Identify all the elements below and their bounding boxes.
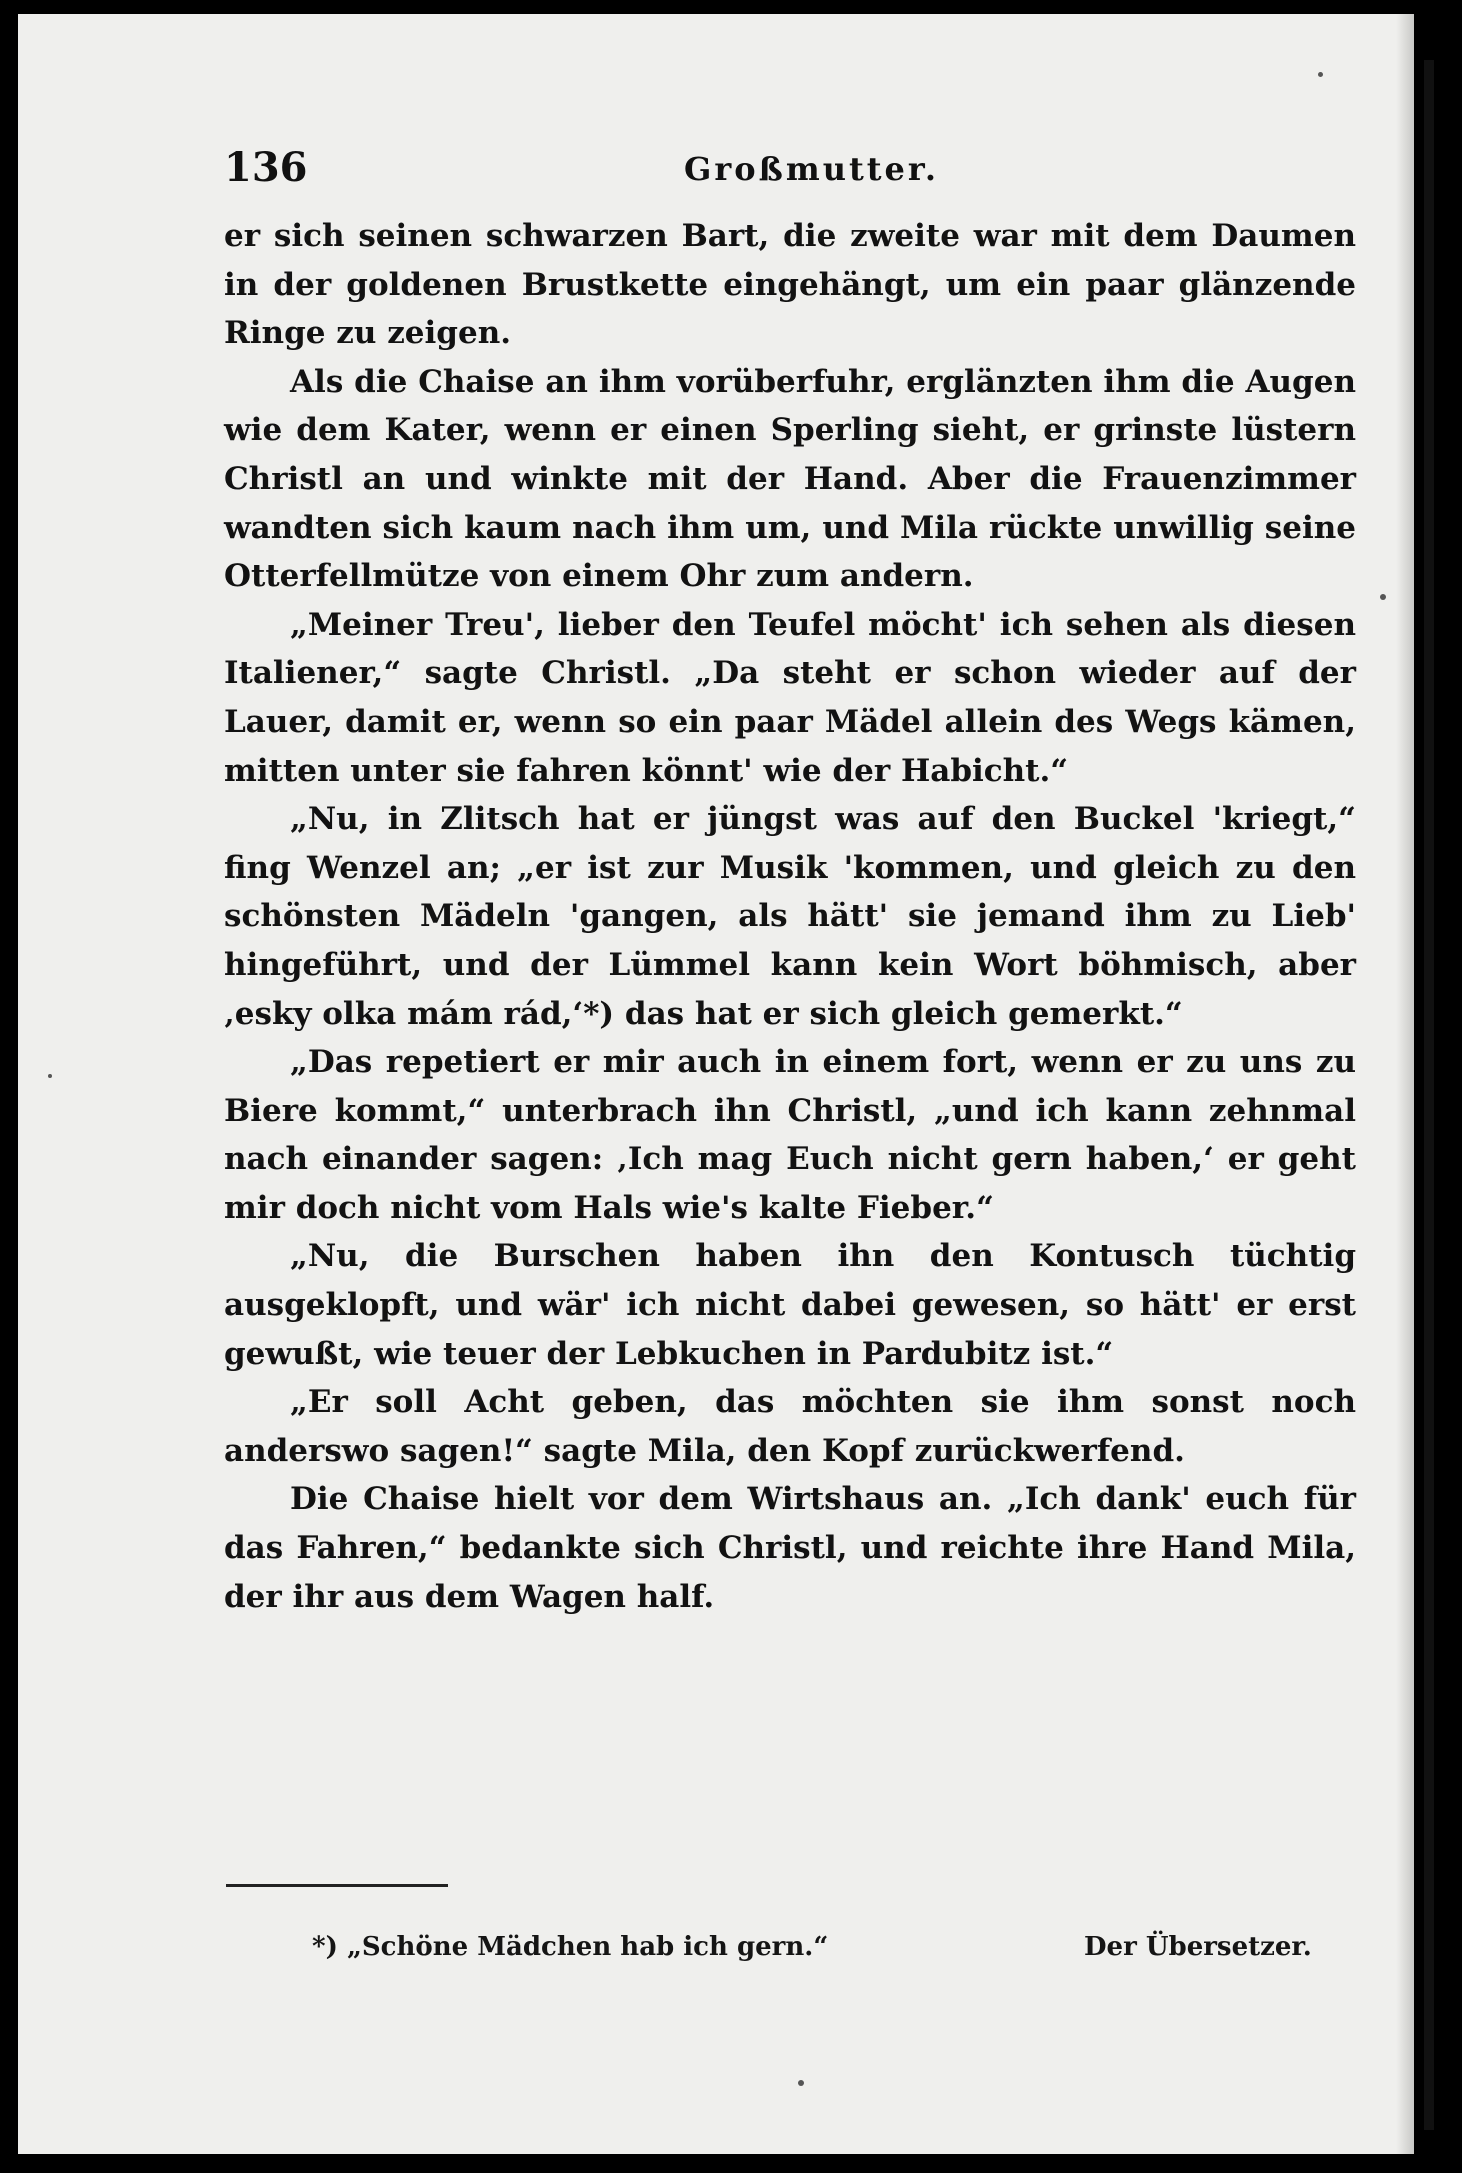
paragraph: „Er soll Acht geben, das möchten sie ihm sonst noch anderswo sagen!“ sagte Mila, den Kopf zurückwerfend. [224, 1384, 1356, 1469]
paragraph: „Nu, in Zlitsch hat er jüngst was auf den Buckel 'kriegt,“ fing Wenzel an; „er ist zur Musik 'kommen, und gleich zu den schönsten Mädeln 'gangen, als hätt' sie jemand ihm zu Lieb' hingeführt, und der Lümmel kann kein Wort böhmisch, aber ‚esky olka mám rád,‘*) das hat er sich gleich gemerkt.“ [224, 801, 1356, 1032]
footnote-attribution: Der Übersetzer. [1084, 1932, 1312, 1962]
paragraph: „Das repetiert er mir auch in einem fort, wenn er zu uns zu Biere kommt,“ unterbrach ihn Christl, „und ich kann zehnmal nach einander sagen: ‚Ich mag Euch nicht gern haben,‘ er geht mir doch nicht vom Hals wie's kalte Fieber.“ [224, 1044, 1356, 1226]
page-header [224, 144, 1364, 194]
page-edge-shadow [1424, 60, 1434, 2130]
paragraph: Die Chaise hielt vor dem Wirtshaus an. „Ich dank' euch für das Fahren,“ bedankte sich Christl, und reichte ihre Hand Mila, der ihr aus dem Wagen half. [224, 1481, 1356, 1615]
paragraph: „Meiner Treu', lieber den Teufel möcht' ich sehen als diesen Italiener,“ sagte Christl. „Da steht er schon wieder auf der Lauer, damit er, wenn so ein paar Mädel allein des Wegs kämen, mitten unter sie fahren könnt' wie der Habicht.“ [224, 606, 1356, 789]
body-text [224, 212, 1356, 1621]
footnote-text: *) „Schöne Mädchen hab ich gern.“ [312, 1932, 829, 1962]
paragraph: Als die Chaise an ihm vorüberfuhr, erglänzten ihm die Augen wie dem Kater, wenn er einen Sperling sieht, er grinste lüstern Christl an und winkte mit der Hand. Aber die Frauenzimmer wandten sich kaum nach ihm um, und Mila rückte unwillig seine Otterfellmütze von einem Ohr zum andern. [224, 363, 1356, 595]
paragraph-continuation: er sich seinen schwarzen Bart, die zweite war mit dem Daumen in der goldenen Brustkette eingehängt, um ein paar glänzende Ringe zu zeigen. [224, 218, 1356, 352]
running-title: Großmutter. [684, 150, 939, 188]
margin-speck [1318, 72, 1323, 77]
margin-speck [798, 2080, 804, 2086]
page-number: 136 [224, 144, 308, 191]
book-page [18, 14, 1414, 2154]
footnote-divider [226, 1884, 448, 1887]
margin-speck [1380, 594, 1386, 600]
margin-speck [48, 1074, 52, 1078]
paragraph: „Nu, die Burschen haben ihn den Kontusch tüchtig ausgeklopft, und wär' ich nicht dabei gewesen, so hätt' er erst gewußt, wie teuer der Lebkuchen in Pardubitz ist.“ [224, 1238, 1356, 1372]
